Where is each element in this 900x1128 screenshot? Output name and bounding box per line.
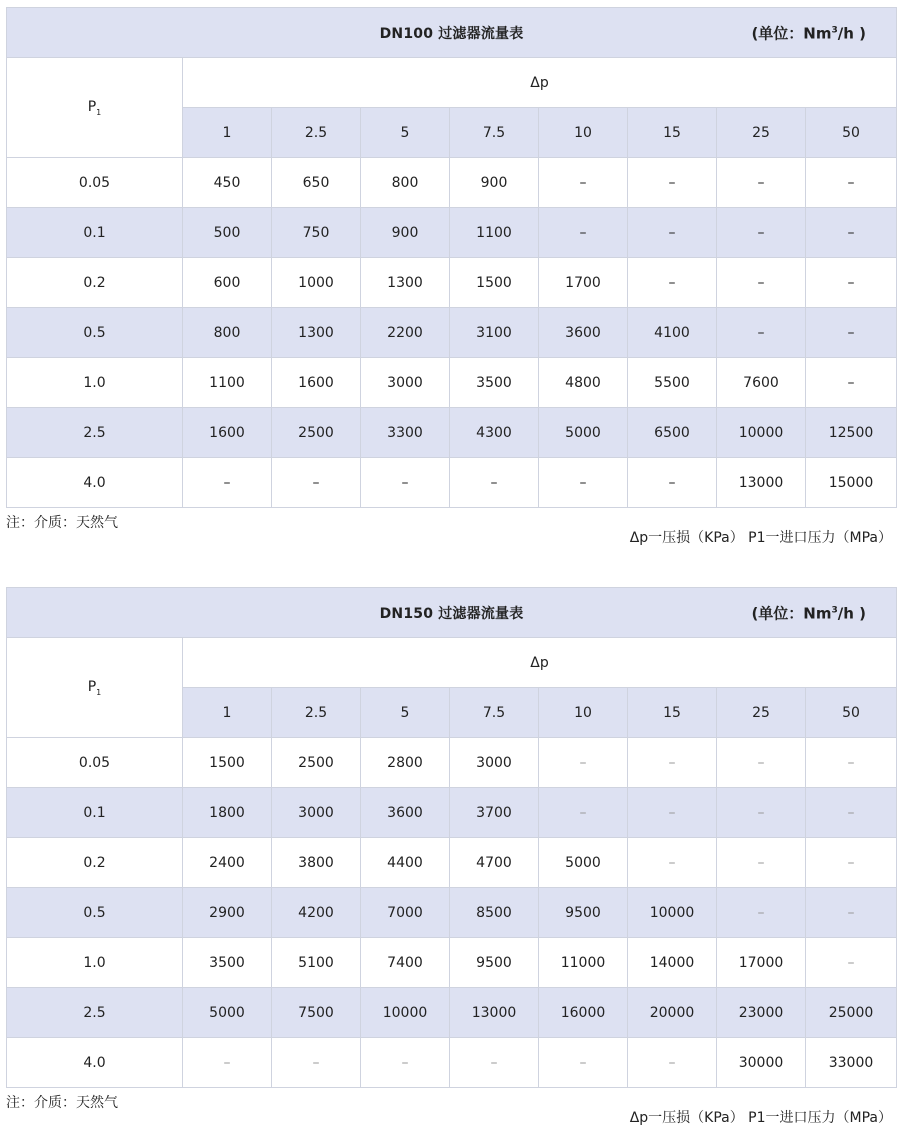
flow-value-cell: 7600 — [717, 358, 806, 408]
flow-value-cell: 3500 — [450, 358, 539, 408]
table-row — [7, 938, 897, 988]
medium-note: 注：介质：天然气 — [6, 515, 118, 531]
flow-value-cell: 3800 — [272, 838, 361, 888]
table-row — [7, 208, 897, 258]
column-header: 10 — [539, 108, 628, 158]
flow-value-cell: – — [806, 258, 897, 308]
flow-value-cell: 4800 — [539, 358, 628, 408]
column-header: 2.5 — [272, 108, 361, 158]
flow-value-cell: 1300 — [361, 258, 450, 308]
flow-value-cell: 10000 — [717, 408, 806, 458]
flow-value-cell: 4300 — [450, 408, 539, 458]
flow-value-cell: 450 — [183, 158, 272, 208]
column-group-header: Δp — [183, 638, 897, 688]
flow-value-cell: 5000 — [539, 838, 628, 888]
flow-value-cell: 1600 — [272, 358, 361, 408]
column-header: 7.5 — [450, 108, 539, 158]
table-row — [7, 408, 897, 458]
flow-value-cell: – — [628, 788, 717, 838]
row-label-p1: 1.0 — [7, 938, 183, 988]
flow-value-cell: – — [628, 258, 717, 308]
row-label-p1: 0.1 — [7, 208, 183, 258]
flow-value-cell: 7500 — [272, 988, 361, 1038]
flow-value-cell: 900 — [450, 158, 539, 208]
flow-value-cell: 1100 — [450, 208, 539, 258]
flow-value-cell: 3600 — [361, 788, 450, 838]
flow-value-cell: 3300 — [361, 408, 450, 458]
flow-value-cell: – — [806, 358, 897, 408]
unit-label: (单位：Nm$^3$/h ) — [751, 24, 866, 42]
column-header: 25 — [717, 108, 806, 158]
flow-value-cell: – — [628, 838, 717, 888]
flow-value-cell: 600 — [183, 258, 272, 308]
flow-value-cell: – — [806, 838, 897, 888]
flow-value-cell: 1800 — [183, 788, 272, 838]
table-title: DN150 过滤器流量表 — [379, 605, 524, 622]
table-row — [7, 738, 897, 788]
flow-value-cell: 2400 — [183, 838, 272, 888]
flow-value-cell: 2900 — [183, 888, 272, 938]
flow-value-cell: 10000 — [361, 988, 450, 1038]
column-header: 5 — [361, 688, 450, 738]
flow-value-cell: 13000 — [450, 988, 539, 1038]
row-header-p1: $P_1$ — [7, 638, 183, 738]
row-label-p1: 2.5 — [7, 988, 183, 1038]
flow-value-cell: 4100 — [628, 308, 717, 358]
row-label-p1: 0.5 — [7, 308, 183, 358]
flow-value-cell: 3500 — [183, 938, 272, 988]
flow-value-cell: 650 — [272, 158, 361, 208]
flow-value-cell: – — [717, 738, 806, 788]
flow-value-cell: – — [806, 888, 897, 938]
flow-value-cell: 3000 — [450, 738, 539, 788]
flow-value-cell: 1300 — [272, 308, 361, 358]
column-header: 50 — [806, 108, 897, 158]
medium-note: 注：介质：天然气 — [6, 1095, 118, 1111]
column-header: 15 — [628, 688, 717, 738]
flow-value-cell: 16000 — [539, 988, 628, 1038]
flow-table-dn150 — [6, 587, 897, 1088]
flow-value-cell: 17000 — [717, 938, 806, 988]
flow-value-cell: – — [450, 458, 539, 508]
unit-label: (单位：Nm$^3$/h ) — [751, 604, 866, 622]
flow-value-cell: 3000 — [272, 788, 361, 838]
flow-value-cell: 3700 — [450, 788, 539, 838]
column-header: 5 — [361, 108, 450, 158]
flow-value-cell: 4400 — [361, 838, 450, 888]
table-row — [7, 1038, 897, 1088]
table-row — [7, 788, 897, 838]
row-label-p1: 4.0 — [7, 1038, 183, 1088]
flow-value-cell: – — [806, 738, 897, 788]
legend-note: Δp一压损（KPa） P1一进口压力（MPa） — [629, 1110, 892, 1126]
table-row — [7, 458, 897, 508]
row-label-p1: 0.2 — [7, 258, 183, 308]
flow-value-cell: – — [539, 158, 628, 208]
flow-value-cell: – — [717, 838, 806, 888]
table-row — [7, 308, 897, 358]
row-label-p1: 0.1 — [7, 788, 183, 838]
flow-value-cell: 1500 — [183, 738, 272, 788]
flow-value-cell: 6500 — [628, 408, 717, 458]
flow-value-cell: – — [806, 938, 897, 988]
flow-value-cell: 13000 — [717, 458, 806, 508]
table-row — [7, 158, 897, 208]
row-label-p1: 0.05 — [7, 738, 183, 788]
flow-value-cell: 900 — [361, 208, 450, 258]
column-group-header: Δp — [183, 58, 897, 108]
flow-value-cell: 3100 — [450, 308, 539, 358]
table-title-row — [7, 8, 897, 58]
column-header: 1 — [183, 688, 272, 738]
flow-value-cell: 12500 — [806, 408, 897, 458]
flow-value-cell: – — [628, 738, 717, 788]
table-title: DN100 过滤器流量表 — [379, 25, 524, 42]
flow-value-cell: 4700 — [450, 838, 539, 888]
flow-value-cell: 800 — [361, 158, 450, 208]
flow-value-cell: 2500 — [272, 738, 361, 788]
table-row — [7, 258, 897, 308]
legend-note: Δp一压损（KPa） P1一进口压力（MPa） — [629, 530, 892, 546]
flow-value-cell: 25000 — [806, 988, 897, 1038]
column-header: 10 — [539, 688, 628, 738]
flow-value-cell: – — [450, 1038, 539, 1088]
flow-value-cell: 7400 — [361, 938, 450, 988]
flow-value-cell: – — [717, 258, 806, 308]
flow-value-cell: – — [717, 788, 806, 838]
flow-value-cell: – — [272, 1038, 361, 1088]
table-row — [7, 838, 897, 888]
row-label-p1: 4.0 — [7, 458, 183, 508]
column-header: 1 — [183, 108, 272, 158]
flow-value-cell: 5000 — [539, 408, 628, 458]
flow-value-cell: 23000 — [717, 988, 806, 1038]
flow-value-cell: 1000 — [272, 258, 361, 308]
flow-value-cell: – — [361, 458, 450, 508]
column-header: 2.5 — [272, 688, 361, 738]
table-body — [7, 738, 897, 1088]
flow-value-cell: – — [806, 308, 897, 358]
flow-value-cell: 9500 — [450, 938, 539, 988]
flow-value-cell: – — [806, 788, 897, 838]
flow-table-block-dn150 — [6, 587, 896, 1126]
row-label-p1: 0.05 — [7, 158, 183, 208]
column-header: 7.5 — [450, 688, 539, 738]
row-label-p1: 0.2 — [7, 838, 183, 888]
flow-value-cell: – — [628, 1038, 717, 1088]
table-row — [7, 358, 897, 408]
flow-value-cell: 5000 — [183, 988, 272, 1038]
flow-value-cell: – — [628, 158, 717, 208]
flow-value-cell: – — [717, 158, 806, 208]
flow-value-cell: 30000 — [717, 1038, 806, 1088]
flow-value-cell: – — [628, 208, 717, 258]
flow-value-cell: 11000 — [539, 938, 628, 988]
flow-value-cell: – — [183, 458, 272, 508]
flow-value-cell: – — [628, 458, 717, 508]
flow-value-cell: 33000 — [806, 1038, 897, 1088]
flow-value-cell: 14000 — [628, 938, 717, 988]
flow-value-cell: – — [272, 458, 361, 508]
flow-value-cell: 9500 — [539, 888, 628, 938]
flow-table-block-dn100 — [6, 7, 896, 546]
flow-value-cell: 15000 — [806, 458, 897, 508]
flow-value-cell: – — [361, 1038, 450, 1088]
flow-value-cell: 10000 — [628, 888, 717, 938]
row-header-p1: $P_1$ — [7, 58, 183, 158]
flow-value-cell: 2800 — [361, 738, 450, 788]
flow-value-cell: 1600 — [183, 408, 272, 458]
flow-value-cell: – — [539, 208, 628, 258]
flow-value-cell: 20000 — [628, 988, 717, 1038]
flow-value-cell: 8500 — [450, 888, 539, 938]
flow-value-cell: – — [717, 208, 806, 258]
flow-value-cell: 2500 — [272, 408, 361, 458]
flow-value-cell: 750 — [272, 208, 361, 258]
table-row — [7, 888, 897, 938]
flow-value-cell: – — [539, 738, 628, 788]
flow-value-cell: – — [539, 458, 628, 508]
flow-value-cell: 7000 — [361, 888, 450, 938]
flow-value-cell: 1500 — [450, 258, 539, 308]
flow-value-cell: 5100 — [272, 938, 361, 988]
flow-value-cell: 2200 — [361, 308, 450, 358]
flow-table-dn100 — [6, 7, 897, 508]
flow-value-cell: 3000 — [361, 358, 450, 408]
column-header: 15 — [628, 108, 717, 158]
flow-value-cell: – — [806, 208, 897, 258]
row-label-p1: 0.5 — [7, 888, 183, 938]
row-label-p1: 2.5 — [7, 408, 183, 458]
flow-value-cell: 1100 — [183, 358, 272, 408]
column-header: 25 — [717, 688, 806, 738]
flow-value-cell: – — [806, 158, 897, 208]
flow-value-cell: – — [183, 1038, 272, 1088]
flow-value-cell: – — [717, 888, 806, 938]
row-label-p1: 1.0 — [7, 358, 183, 408]
flow-value-cell: 1700 — [539, 258, 628, 308]
flow-value-cell: – — [539, 788, 628, 838]
flow-value-cell: 800 — [183, 308, 272, 358]
column-header: 50 — [806, 688, 897, 738]
flow-value-cell: 500 — [183, 208, 272, 258]
table-body — [7, 158, 897, 508]
flow-value-cell: – — [717, 308, 806, 358]
flow-value-cell: 4200 — [272, 888, 361, 938]
flow-value-cell: 3600 — [539, 308, 628, 358]
table-title-row — [7, 588, 897, 638]
table-row — [7, 988, 897, 1038]
flow-value-cell: 5500 — [628, 358, 717, 408]
flow-value-cell: – — [539, 1038, 628, 1088]
